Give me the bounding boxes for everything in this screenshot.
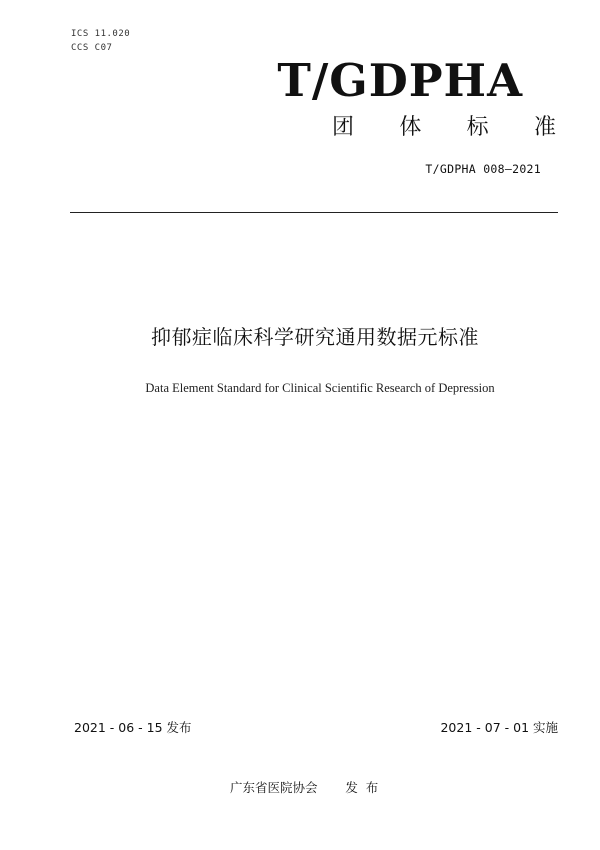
publisher-line: 广东省医院协会 发 布 xyxy=(230,780,379,795)
ccs-code: CCS C07 xyxy=(71,43,113,53)
standard-brand-logo: T/GDPHA xyxy=(277,54,523,107)
group-standard-char: 体 xyxy=(399,115,422,140)
group-standard-char: 准 xyxy=(533,115,556,140)
group-standard-char: 团 xyxy=(332,115,355,140)
header-divider xyxy=(70,212,558,213)
standard-number: T/GDPHA 008—2021 xyxy=(425,162,541,176)
document-title-english: Data Element Standard for Clinical Scientific Research of Depression xyxy=(145,381,495,395)
group-standard-label xyxy=(332,117,556,139)
implementation-date: 2021 - 07 - 01 实施 xyxy=(440,720,558,735)
publication-date: 2021 - 06 - 15 发布 xyxy=(74,720,192,735)
ics-code: ICS 11.020 xyxy=(71,29,131,39)
document-title-chinese: 抑郁症临床科学研究通用数据元标准 xyxy=(151,325,479,349)
group-standard-char: 标 xyxy=(466,115,489,140)
